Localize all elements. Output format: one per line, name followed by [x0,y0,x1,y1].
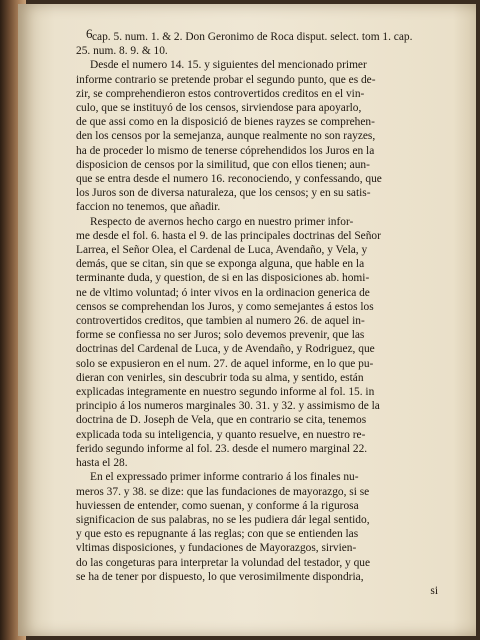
text-line: principio á los numeros marginales 30. 31. y 32. y assimismo de la [76,400,380,413]
text-line: den los censos por la semejanza, aunque realmente no son rayzes, [76,130,376,143]
text-line: significacion de sus palabras, no se les pudiera dár legal sentido, [76,513,370,526]
text-line: los Juros son de diversa naturaleza, que los censos; y en su satis- [76,187,371,200]
text-line: hasta el 28. [76,457,128,470]
text-line: ne de vltimo voluntad; ó inter vivos en la ordinacion generica de [76,286,370,299]
text-line: ferido segundo informe al fol. 23. desde el numero marginal 22. [76,442,368,455]
text-line: forme se confiessa no ser Juros; solo devemos prevenir, que las [76,329,365,342]
text-line: terminante duda, y question, de si en las disposiciones ab. homi- [76,272,370,285]
text-line: explicada toda su inteligencia, y quanto resuelve, en nuestro re- [76,428,366,441]
text-line: censos se comprehendan los Juros, y como semejantes á estos los [76,300,374,313]
text-line: ha de proceder lo mismo de tenerse cóprehendidos los Juros en la [76,144,375,157]
text-line: controvertidos creditos, que tambien al numero 26. de aquel in- [76,315,365,328]
text-line: informe contrario se pretende probar el segundo punto, que es de- [76,73,376,86]
text-line: explicadas integramente en nuestro segundo informe al fol. 15. in [76,386,375,399]
text-line: vltimas disposiciones, y fundaciones de Mayorazgos, sirvien- [76,542,357,555]
text-line: doctrina de D. Joseph de Vela, que en contrario se cita, tenemos [76,414,367,427]
text-line: y que esto es repugnante á las reglas; con que se entienden las [76,528,359,541]
text-line: solo se expusieron en el num. 27. de aquel informe, en lo que pu- [76,357,374,370]
text-line: culo, que se instituyó de los censos, sirviendose para apoyarlo, [76,102,362,115]
text-line: zir, se comprehendieron estos controvertidos creditos en el vin- [76,87,365,100]
text-line: demás, que se citan, sin que se exponga alguna, que hable en la [76,258,365,271]
text-line: meros 37. y 38. se dize: que las fundaciones de mayorazgo, si se [76,485,370,498]
text-line: Larrea, el Señor Olea, el Cardenal de Luca, Avendaño, y Vela, y [76,244,368,257]
text-line: se ha de tener por dispuesto, lo que verosimilmente dispondria, [76,570,364,583]
text-line: doctrinas del Cardenal de Luca, y de Avendaño, y Rodriguez, que [76,343,375,356]
body-text [76,30,446,598]
catchword: si [430,584,438,597]
text-line: 25. num. 8. 9. & 10. [76,45,168,58]
text-line: me desde el fol. 6. hasta el 9. de las principales doctrinas del Señor [76,229,381,242]
text-line: de que assi como en la disposició de bienes rayzes se comprehen- [76,116,375,129]
text-line: que se entra desde el numero 16. reconociendo, y confessando, que [76,173,382,186]
text-line: Desde el numero 14. 15. y siguientes del mencionado primer [90,59,367,72]
text-line: disposicion de censos por la similitud, que con ellos tienen; aun- [76,158,370,171]
text-line: En el expressado primer informe contrario á los finales nu- [90,471,359,484]
text-line: dieran con venirles, sin descubrir toda su alma, y sentido, están [76,371,364,384]
text-line: cap. 5. num. 1. & 2. Don Geronimo de Roca disput. select. tom 1. cap. [92,31,413,43]
text-line: Respecto de avernos hecho cargo en nuestro primer infor- [90,215,354,228]
page-number: 6 [86,26,93,41]
text-line: do las congeturas para interpretar la volundad del testador, y que [76,556,371,569]
text-line: huviessen de entender, como suenan, y conforme á la rigurosa [76,499,359,512]
text-line: faccion no tenemos, que añadir. [76,201,221,214]
